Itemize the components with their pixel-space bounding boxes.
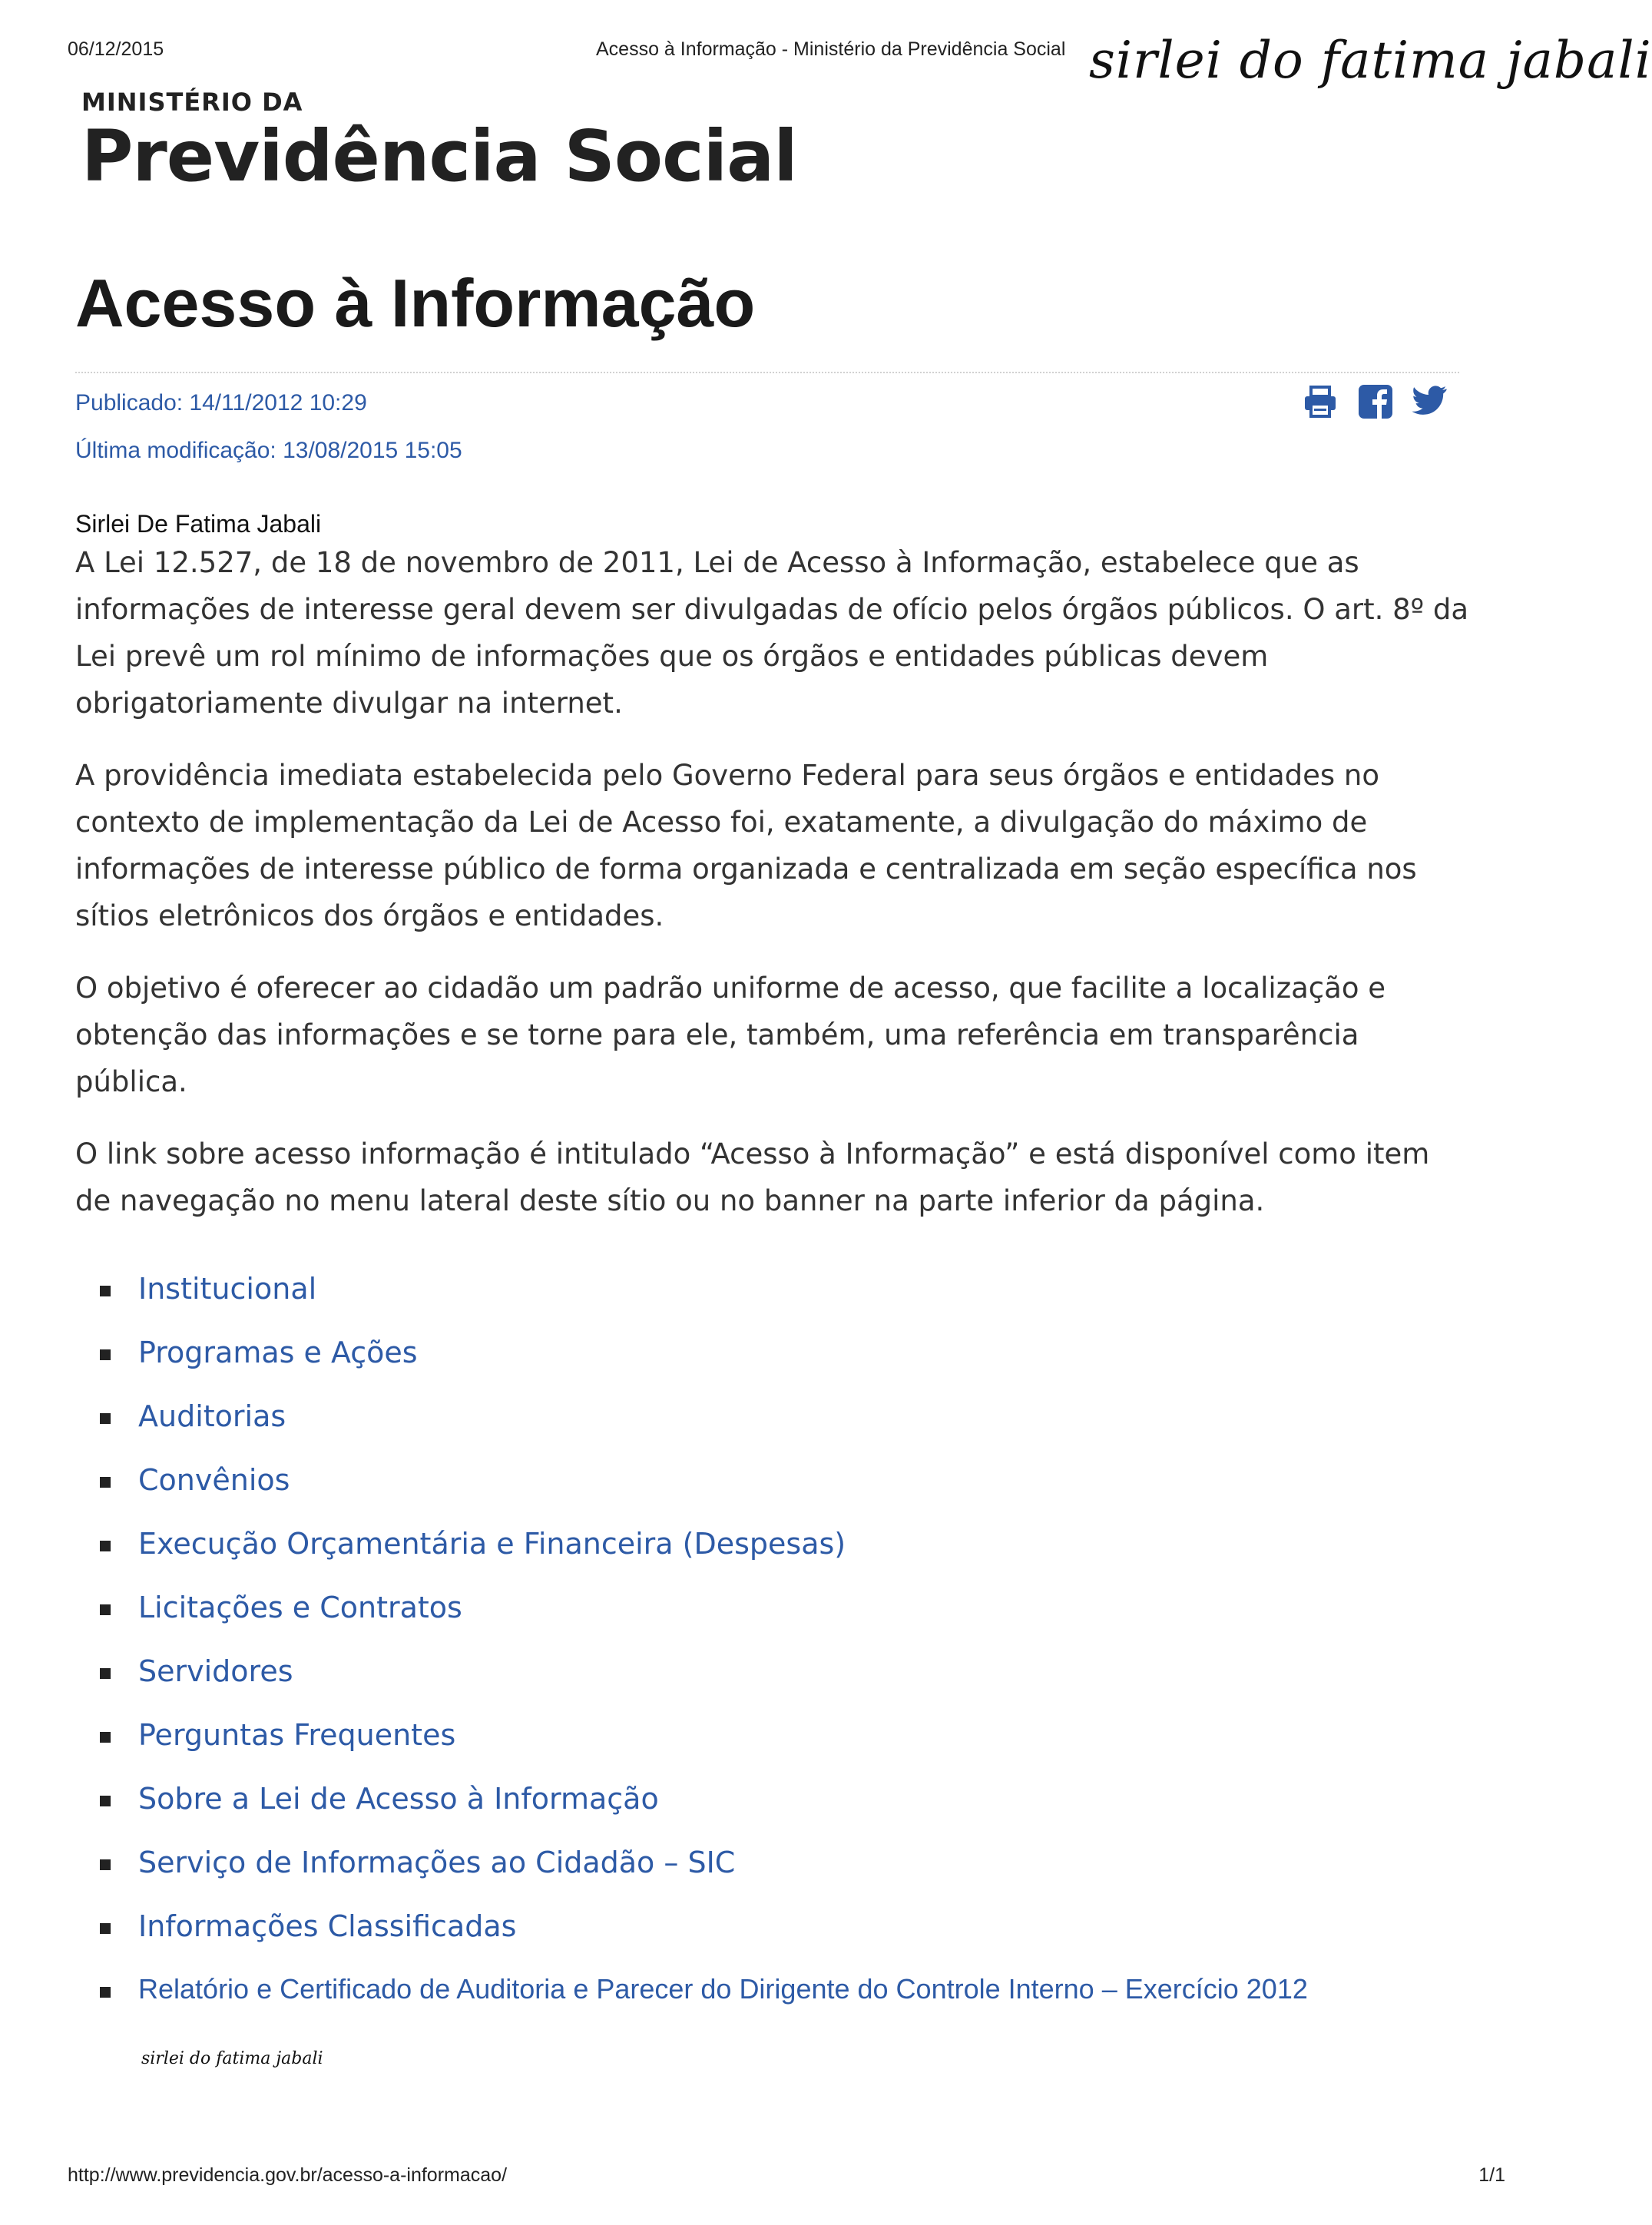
print-document-title: Acesso à Informação - Ministério da Previdência Social — [596, 38, 1066, 60]
published-date: Publicado: 14/11/2012 10:29 — [75, 390, 367, 416]
list-item — [100, 1970, 1308, 2034]
link-lei-acesso[interactable]: Sobre a Lei de Acesso à Informação — [138, 1782, 659, 1816]
link-informacoes-classificadas[interactable]: Informações Classificadas — [138, 1909, 517, 1943]
paragraph: A Lei 12.527, de 18 de novembro de 2011, Lei de Acesso à Informação, estabelece que as informações de interesse geral devem ser divulgadas de ofício pelos órgãos públicos. O art. 8º da Lei prevê um rol mínimo de informações que os órgãos e entidades públicas devem obrigatoriamente divulgar na internet. — [75, 546, 1469, 720]
access-info-links — [100, 1269, 1308, 2034]
list-item — [100, 1269, 1308, 1333]
link-sic[interactable]: Serviço de Informações ao Cidadão – SIC — [138, 1846, 736, 1879]
bullet-icon — [100, 1349, 111, 1360]
list-item — [100, 1460, 1308, 1524]
bullet-icon — [100, 1413, 111, 1424]
link-servidores[interactable]: Servidores — [138, 1654, 293, 1688]
bullet-icon — [100, 1796, 111, 1806]
twitter-icon[interactable] — [1413, 384, 1448, 419]
list-item — [100, 1333, 1308, 1396]
print-url: http://www.previdencia.gov.br/acesso-a-informacao/ — [68, 2164, 508, 2186]
share-toolbar — [1303, 384, 1448, 419]
bullet-icon — [100, 1604, 111, 1615]
page-number: 1/1 — [1478, 2164, 1505, 2186]
link-execucao-orcamentaria[interactable]: Execução Orçamentária e Financeira (Despesas) — [138, 1527, 846, 1561]
list-item — [100, 1715, 1308, 1779]
paragraph: O link sobre acesso informação é intitulado “Acesso à Informação” e está disponível como item de navegação no menu lateral deste sítio ou no banner na parte inferior da página. — [75, 1137, 1430, 1217]
bullet-icon — [100, 1541, 111, 1551]
page-title: Acesso à Informação — [75, 265, 756, 341]
title-divider — [75, 372, 1459, 373]
list-item — [100, 1779, 1308, 1843]
modified-date: Última modificação: 13/08/2015 15:05 — [75, 438, 462, 463]
logo-line1: MINISTÉRIO DA — [81, 88, 303, 117]
link-institucional[interactable]: Institucional — [138, 1272, 317, 1306]
bullet-icon — [100, 1732, 111, 1743]
print-date: 06/12/2015 — [68, 38, 164, 60]
bullet-icon — [100, 1987, 111, 1998]
list-item — [100, 1843, 1308, 1906]
handwritten-signature-small: sirlei do fatima jabali — [141, 2049, 323, 2068]
handwritten-signature-top: sirlei do fatima jabali — [1089, 31, 1652, 90]
list-item — [100, 1588, 1308, 1651]
bullet-icon — [100, 1668, 111, 1679]
ministry-logo[interactable] — [81, 88, 797, 197]
link-convenios[interactable]: Convênios — [138, 1463, 290, 1497]
facebook-icon[interactable] — [1358, 384, 1393, 419]
link-auditorias[interactable]: Auditorias — [138, 1399, 286, 1433]
logo-line2: Previdência Social — [81, 115, 797, 197]
list-item — [100, 1906, 1308, 1970]
list-item — [100, 1651, 1308, 1715]
link-relatorio-auditoria-2012[interactable]: Relatório e Certificado de Auditoria e Parecer do Dirigente do Controle Interno – Exercício 2012 — [138, 1973, 1308, 2005]
list-item — [100, 1524, 1308, 1588]
link-licitacoes-contratos[interactable]: Licitações e Contratos — [138, 1591, 462, 1624]
article-body — [75, 539, 1473, 1250]
bullet-icon — [100, 1286, 111, 1296]
list-item — [100, 1396, 1308, 1460]
link-perguntas-frequentes[interactable]: Perguntas Frequentes — [138, 1718, 456, 1752]
link-programas-acoes[interactable]: Programas e Ações — [138, 1336, 418, 1369]
print-icon[interactable] — [1303, 384, 1338, 419]
bullet-icon — [100, 1859, 111, 1870]
paragraph: O objetivo é oferecer ao cidadão um padrão uniforme de acesso, que facilite a localização e obtenção das informações e se torne para ele, também, uma referência em transparência pública. — [75, 972, 1385, 1098]
paragraph: A providência imediata estabelecida pelo Governo Federal para seus órgãos e entidades no contexto de implementação da Lei de Acesso foi, exatamente, a divulgação do máximo de informações de interesse público de forma organizada e centralizada em seção específica nos sítios eletrônicos dos órgãos e entidades. — [75, 759, 1417, 932]
author-name: Sirlei De Fatima Jabali — [75, 510, 322, 538]
bullet-icon — [100, 1477, 111, 1488]
bullet-icon — [100, 1923, 111, 1934]
